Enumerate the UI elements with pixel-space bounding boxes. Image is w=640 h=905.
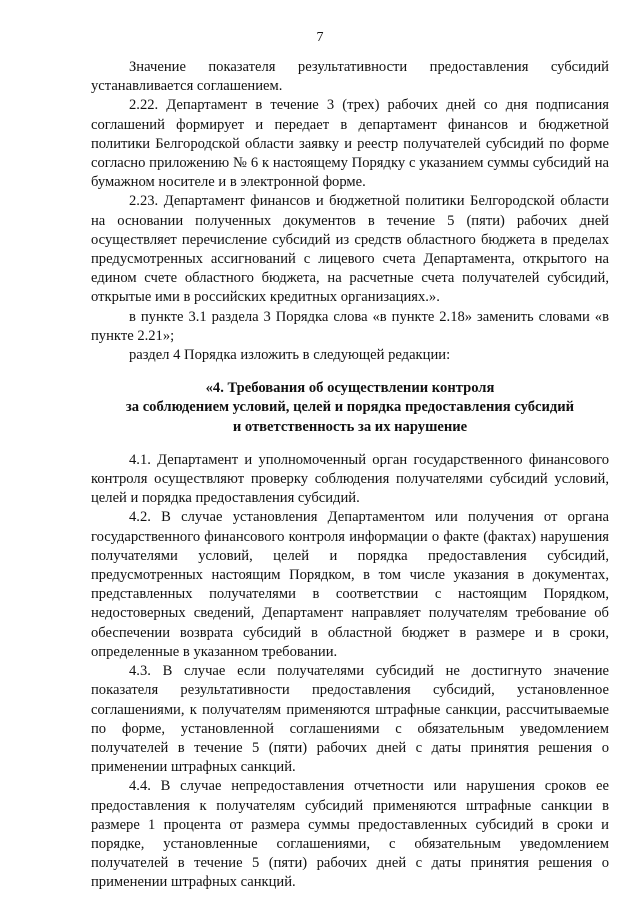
heading-line-2: за соблюдением условий, целей и порядка предоставления субсидий: [125, 399, 575, 416]
heading-line-3: и ответственность за их нарушение: [232, 418, 468, 435]
heading-line-1: «4. Требования об осуществлении контроля: [205, 380, 495, 397]
page-number: 7: [316, 30, 324, 45]
paragraph-section-4-intro: раздел 4 Порядка изложить в следующей редакции:: [129, 347, 451, 364]
paragraph-2-22: 2.22. Департамент в течение 3 (трех) рабочих дней со дня подписания соглашений формирует и передает в департамент финансов и бюджетной политики Белгородской области заявку и реестр получателей субсидий по форме согласно приложению № 6 к настоящему Порядку с указанием суммы субсидий на бумажном носителе и в электронной форме.: [91, 97, 609, 191]
paragraph-4-4: 4.4. В случае непредоставления отчетности или нарушения сроков ее предоставления к получателям субсидий применяются штрафные санкции в размере 1 процента от размера суммы предоставленных субсидий в сроки и порядке, установленные соглашениями, с обязательным уведомлением получателей в течение 5 (пяти) рабочих дней с даты принятия решения о применении штрафных санкций.: [91, 778, 609, 891]
paragraph-2-23: 2.23. Департамент финансов и бюджетной политики Белгородской области на основании полученных документов в течение 5 (пяти) рабочих дней осуществляет перечисление субсидий из средств областного бюджета в пределах предусмотренных ассигнований с лицевого счета Департамента, открытого на едином счете областного бюджета, на расчетные счета получателей субсидий, открытые ими в российских кредитных организациях.».: [91, 193, 609, 306]
paragraph-4-2: 4.2. В случае установления Департаментом или получения от органа государственного финансового контроля информации о факте (фактах) нарушения получателями условий, целей и порядка предоставления субсидий, предусмотренных настоящим Порядком, в том числе указания в документах, представленных получателями в соответствии с настоящим Порядком, недостоверных сведений, Департамент направляет получателям требование об обеспечении возврата субсидий в областной бюджет в размере и в сроки, определенные в указанном требовании.: [91, 509, 609, 660]
section-4-heading: [91, 379, 609, 437]
paragraph-amend-3-1: в пункте 3.1 раздела 3 Порядка слова «в пункте 2.18» заменить словами «в пункте 2.21»;: [91, 308, 609, 344]
paragraph-indicator-value: Значение показателя результативности предоставления субсидий устанавливается соглашением.: [91, 59, 609, 95]
document-body: [91, 58, 609, 893]
paragraph-4-3: 4.3. В случае если получателями субсидий не достигнуто значение показателя результативности предоставления субсидий, установленное соглашениями, к получателям применяются штрафные санкции, рассчитываемые по форме, установленной соглашениями с обязательным уведомлением получателей в течение 5 (пяти) рабочих дней с даты принятия решения о применении штрафных санкций.: [91, 663, 609, 776]
paragraph-4-1: 4.1. Департамент и уполномоченный орган государственного финансового контроля осуществляют проверку соблюдения получателями субсидий условий, целей и порядка предоставления субсидий.: [91, 451, 609, 507]
